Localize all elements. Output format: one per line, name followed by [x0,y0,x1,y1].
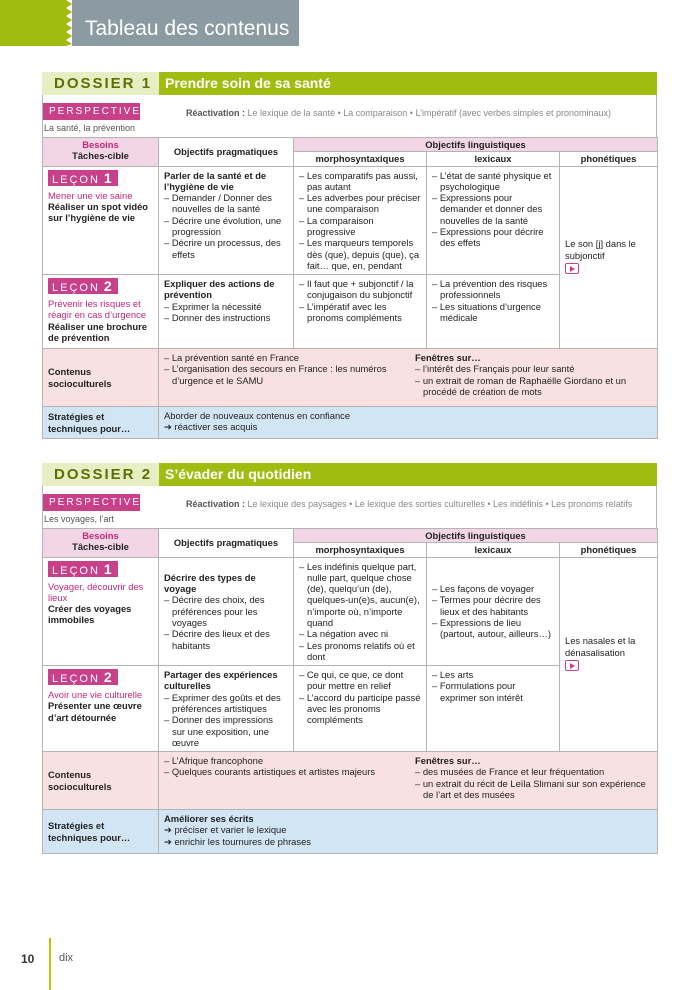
strategies-cell: Aborder de nouveaux contenus en confiance ➔ réactiver ses acquis [159,407,658,439]
play-icon[interactable] [565,660,579,671]
obj-ling-header: Objectifs linguistiques [294,138,658,152]
play-icon[interactable] [565,263,579,274]
perspectives-row [42,486,657,528]
lecon-tag: LEÇON 1 [48,561,118,577]
lexicaux-header: lexicaux [427,152,560,166]
reactivation-line: Réactivation : Le lexique des paysages • Le lexique des sorties culturelles • Les indéfinis • Les pronoms relatifs [186,499,633,509]
lex-cell: – Les arts – Formulations pour exprimer son intérêt [427,666,560,752]
lecon-tag: LEÇON 2 [48,669,118,685]
obj-ling-header: Objectifs linguistiques [294,529,658,543]
socio-cell: – La prévention santé en France – L’organisation des secours en France : les numéros d’urgence et le SAMU Fenêtres sur… – l’intérêt des Français pour leur santé – un extrait de roman de Raphaëlle Giordano et un procédé de création de mots [159,349,658,407]
lecon-task: Réaliser un spot vidéo sur l’hygiène de vie [48,200,149,224]
morpho-cell: – Les indéfinis quelque part, nulle part, quelque chose (de), quelqu’un (de), quelques-un(e)s, aucun(e), n’importe où, n’importe quand – La négation avec ni – Les pronoms relatifs où et dont [294,557,427,666]
lex-cell: – Les façons de voyager – Termes pour décrire des lieux et des habitants – Expressions de lieu (partout, autour, ailleurs…) [427,557,560,666]
lecon-tag: LEÇON 1 [48,170,118,186]
dossier-label: DOSSIER 1 [42,72,159,95]
lecon-title: Prévenir les risques et réagir en cas d’urgence [48,298,146,321]
lex-cell: – La prévention des risques professionnels – Les situations d’urgence médicale [427,275,560,349]
dossier-1 [42,72,657,439]
zigzag-edge-decoration [0,0,72,46]
obj-prag-header: Objectifs pragmatiques [159,529,294,558]
lecon-title: Mener une vie saine [48,189,133,201]
socio-cell: – L’Afrique francophone – Quelques courants artistiques et artistes majeurs Fenêtres sur… – des musées de France et leur fréquentation – un extrait du récit de Leïla Slimani sur son expérience de l’art et des musées [159,752,658,810]
perspectives-tag: PERSPECTIVES [43,103,140,120]
perspectives-row [42,95,657,137]
page-number-word: dix [59,952,74,964]
dossier-label: DOSSIER 2 [42,463,159,486]
phonetiques-header: phonétiques [560,543,658,557]
contenus-socio-label: Contenus socioculturels [43,349,159,407]
dossier-bar [42,72,657,95]
strategies-cell: Améliorer ses écrits ➔ préciser et varier le lexique ➔ enrichir les tournures de phrases [159,810,658,854]
lecon-task: Créer des voyages immobiles [48,603,132,626]
lecon-1-cell [43,166,159,275]
lecon-title: Avoir une vie culturelle [48,689,143,701]
besoins-header: Besoins Tâches-cible [43,138,159,167]
prag-cell: Parler de la santé et de l’hygiène de vie – Demander / Donner des nouvelles de la santé – Décrire une évolution, une progression – Décrire un processus, des effets [159,166,294,275]
dossier-bar [42,463,657,486]
prag-cell: Expliquer des actions de prévention – Exprimer la nécessité – Donner des instructions [159,275,294,349]
reactivation-line: Réactivation : Le lexique de la santé • La comparaison • L’impératif (avec verbes simples et pronominaux) [186,108,612,118]
morpho-cell: – Il faut que + subjonctif / la conjugaison du subjonctif – L’impératif avec les pronoms compléments [294,275,427,349]
dossier-title: Prendre soin de sa santé [165,75,331,91]
lex-cell: – L’état de santé physique et psychologique – Expressions pour demander et donner des nouvelles de la santé – Expressions pour décrire des effets [427,166,560,275]
lecon-title: Voyager, découvrir des lieux [48,580,144,603]
lecon-1-cell [43,557,159,666]
phon-cell: Le son [j] dans le subjonctif [560,166,658,349]
besoins-header: Besoins Tâches-cible [43,529,159,558]
morpho-cell: – Ce qui, ce que, ce dont pour mettre en relief – L’accord du participe passé avec les pronoms compléments [294,666,427,752]
lecon-task: Réaliser une brochure de prévention [48,320,147,343]
strategies-label: Stratégies et techniques pour… [43,810,159,854]
lecon-task: Présenter une œuvre d’art détournée [48,700,142,723]
dossier-2 [42,463,657,854]
footer-rule [49,938,51,990]
page-title: Tableau des contenus [85,17,290,40]
contenus-socio-label: Contenus socioculturels [43,752,159,810]
obj-prag-header: Objectifs pragmatiques [159,138,294,167]
morpho-cell: – Les comparatifs pas aussi, pas autant – Les adverbes pour préciser une comparaison – La comparaison progressive – Les marqueurs temporels dès (que), depuis (que), ça fait… que, en, pendant [294,166,427,275]
perspectives-tag: PERSPECTIVES [43,494,140,511]
morpho-header: morphosyntaxiques [294,152,427,166]
phon-cell: Les nasales et la dénasalisation [560,557,658,752]
dossier-title: S’évader du quotidien [165,466,312,482]
perspectives-subtitle: Les voyages, l’art [44,514,115,524]
content-table [42,528,658,854]
prag-cell: Décrire des types de voyage – Décrire des choix, des préférences pour les voyages – Décrire des lieux et des habitants [159,557,294,666]
lecon-tag: LEÇON 2 [48,278,118,294]
lexicaux-header: lexicaux [427,543,560,557]
lecon-2-cell [43,666,159,752]
perspectives-subtitle: La santé, la prévention [44,123,136,133]
phonetiques-header: phonétiques [560,152,658,166]
lecon-2-cell [43,275,159,349]
page-number: 10 [21,952,35,966]
prag-cell: Partager des expériences culturelles – Exprimer des goûts et des préférences artistiques – Donner des impressions sur une exposition, une œuvre [159,666,294,752]
strategies-label: Stratégies et techniques pour… [43,407,159,439]
content-table [42,137,658,439]
morpho-header: morphosyntaxiques [294,543,427,557]
